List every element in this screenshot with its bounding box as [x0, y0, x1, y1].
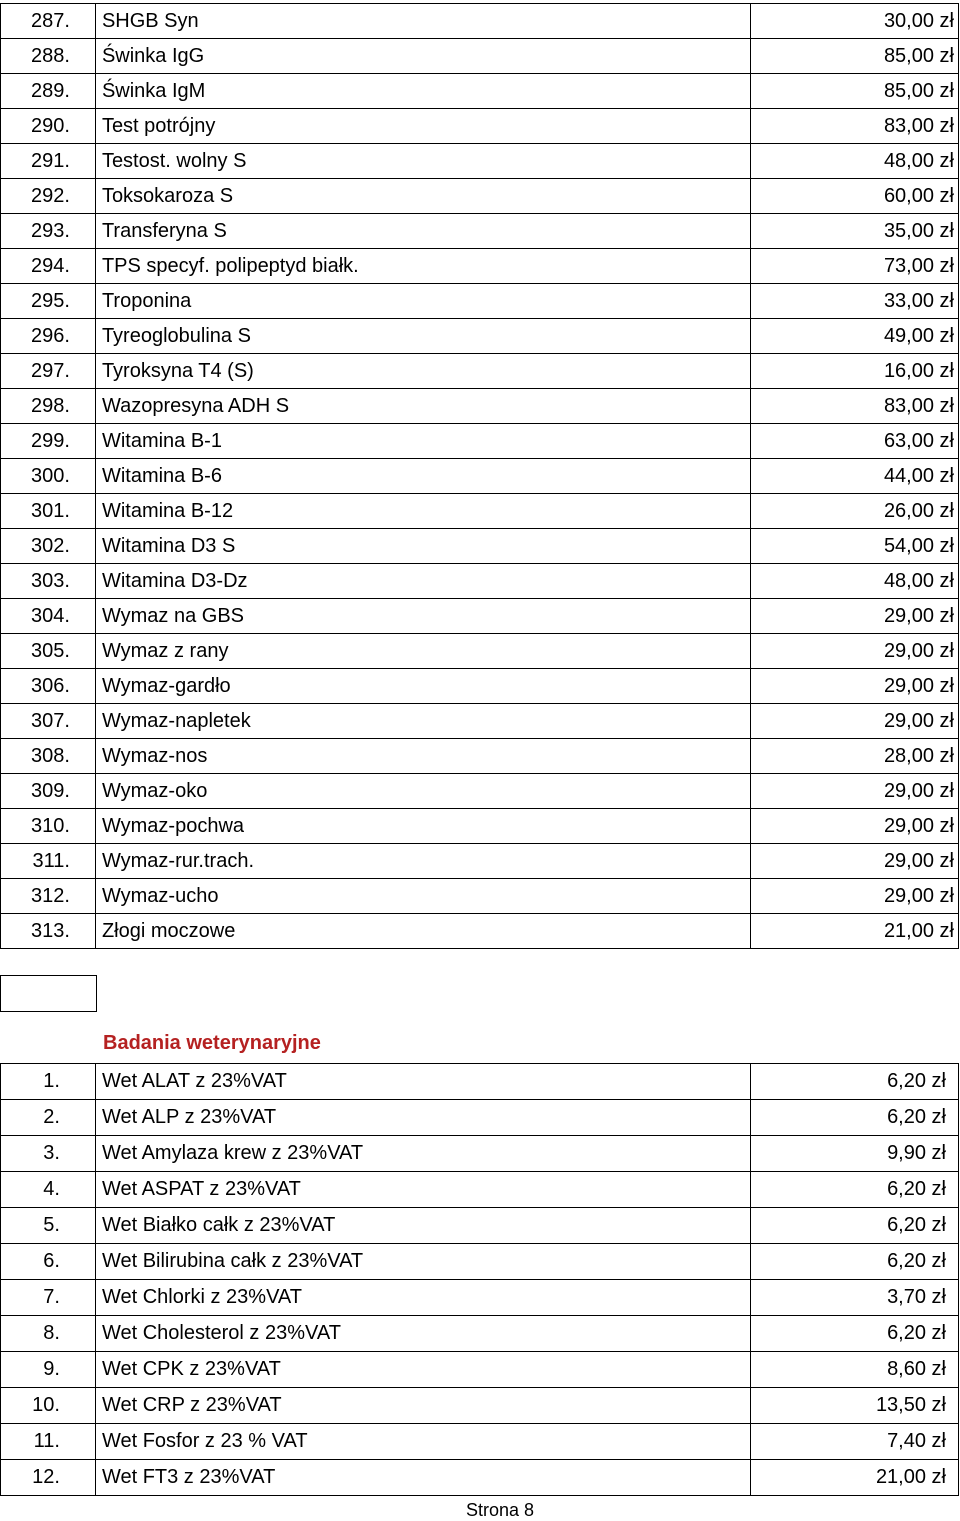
test-name: Wymaz z rany [95, 634, 750, 669]
test-price: 48,00 zł [751, 564, 959, 599]
test-price: 6,20 zł [751, 1100, 959, 1136]
test-price: 29,00 zł [751, 844, 959, 879]
row-number: 300. [1, 459, 96, 494]
row-number: 302. [1, 529, 96, 564]
table-row [1, 529, 959, 564]
test-name: Witamina D3 S [95, 529, 750, 564]
test-name: Wet Amylaza krew z 23%VAT [95, 1136, 750, 1172]
row-number: 2. [1, 1100, 96, 1136]
row-number: 293. [1, 214, 96, 249]
test-name: Toksokaroza S [95, 179, 750, 214]
table-row [1, 1244, 959, 1280]
test-name: Wymaz-ucho [95, 879, 750, 914]
test-price: 29,00 zł [751, 599, 959, 634]
test-price: 48,00 zł [751, 144, 959, 179]
row-number: 9. [1, 1352, 96, 1388]
table-row [1, 1316, 959, 1352]
table-row [1, 319, 959, 354]
table-row [1, 1424, 959, 1460]
test-price: 29,00 zł [751, 669, 959, 704]
test-name: Testost. wolny S [95, 144, 750, 179]
row-number: 296. [1, 319, 96, 354]
table-row [1, 809, 959, 844]
section-title: Badania weterynaryjne [103, 1032, 321, 1054]
test-name: Wazopresyna ADH S [95, 389, 750, 424]
test-price: 83,00 zł [751, 109, 959, 144]
table-row [1, 39, 959, 74]
price-table-main [0, 3, 959, 949]
table-row [1, 424, 959, 459]
table-row [1, 879, 959, 914]
test-name: Złogi moczowe [95, 914, 750, 949]
row-number: 5. [1, 1208, 96, 1244]
test-name: Tyroksyna T4 (S) [95, 354, 750, 389]
row-number: 3. [1, 1136, 96, 1172]
row-number: 292. [1, 179, 96, 214]
test-price: 35,00 zł [751, 214, 959, 249]
table-row [1, 144, 959, 179]
row-number: 299. [1, 424, 96, 459]
row-number: 12. [1, 1460, 96, 1496]
test-price: 85,00 zł [751, 74, 959, 109]
row-number: 288. [1, 39, 96, 74]
row-number: 298. [1, 389, 96, 424]
test-price: 3,70 zł [751, 1280, 959, 1316]
row-number: 304. [1, 599, 96, 634]
row-number: 301. [1, 494, 96, 529]
row-number: 310. [1, 809, 96, 844]
test-price: 54,00 zł [751, 529, 959, 564]
test-price: 44,00 zł [751, 459, 959, 494]
table-row [1, 494, 959, 529]
table-row [1, 1352, 959, 1388]
test-price: 21,00 zł [751, 914, 959, 949]
test-price: 73,00 zł [751, 249, 959, 284]
test-price: 6,20 zł [751, 1208, 959, 1244]
row-number: 295. [1, 284, 96, 319]
test-name: Świnka IgM [95, 74, 750, 109]
row-number: 1. [1, 1064, 96, 1100]
row-number: 289. [1, 74, 96, 109]
table-row [1, 74, 959, 109]
empty-cell [97, 976, 960, 1012]
row-number: 294. [1, 249, 96, 284]
test-price: 9,90 zł [751, 1136, 959, 1172]
test-name: Świnka IgG [95, 39, 750, 74]
table-row [1, 634, 959, 669]
table-row [1, 704, 959, 739]
test-price: 29,00 zł [751, 634, 959, 669]
test-price: 33,00 zł [751, 284, 959, 319]
test-name: Troponina [95, 284, 750, 319]
row-number: 308. [1, 739, 96, 774]
test-name: Witamina D3-Dz [95, 564, 750, 599]
table-row [1, 774, 959, 809]
test-price: 6,20 zł [751, 1244, 959, 1280]
table-row [1, 109, 959, 144]
table-row [1, 1460, 959, 1496]
table-row [1, 1136, 959, 1172]
test-name: Wet CRP z 23%VAT [95, 1388, 750, 1424]
row-number: 303. [1, 564, 96, 599]
table-row [1, 914, 959, 949]
test-price: 6,20 zł [751, 1316, 959, 1352]
table-row [1, 354, 959, 389]
page-footer: Strona 8 [465, 1500, 535, 1520]
test-name: Witamina B-6 [95, 459, 750, 494]
test-name: Wet ALAT z 23%VAT [95, 1064, 750, 1100]
table-row [1, 1172, 959, 1208]
test-price: 29,00 zł [751, 809, 959, 844]
row-number: 307. [1, 704, 96, 739]
test-name: Wymaz-nos [95, 739, 750, 774]
table-row [1, 1388, 959, 1424]
table-row [1, 459, 959, 494]
row-number: 313. [1, 914, 96, 949]
row-number: 305. [1, 634, 96, 669]
test-price: 60,00 zł [751, 179, 959, 214]
row-number: 312. [1, 879, 96, 914]
row-number: 6. [1, 1244, 96, 1280]
row-number: 297. [1, 354, 96, 389]
test-price: 63,00 zł [751, 424, 959, 459]
table-row [1, 389, 959, 424]
test-name: Witamina B-1 [95, 424, 750, 459]
test-name: Tyreoglobulina S [95, 319, 750, 354]
table-row [1, 599, 959, 634]
test-name: Witamina B-12 [95, 494, 750, 529]
test-price: 13,50 zł [751, 1388, 959, 1424]
test-name: SHGB Syn [95, 4, 750, 39]
table-row [1, 739, 959, 774]
table-row [1, 249, 959, 284]
empty-cell [1, 976, 97, 1012]
empty-row [0, 975, 959, 1012]
table-row [1, 1280, 959, 1316]
test-price: 29,00 zł [751, 774, 959, 809]
test-price: 85,00 zł [751, 39, 959, 74]
row-number: 311. [1, 844, 96, 879]
row-number: 4. [1, 1172, 96, 1208]
test-name: Wymaz-rur.trach. [95, 844, 750, 879]
test-price: 30,00 zł [751, 4, 959, 39]
test-name: Wymaz-gardło [95, 669, 750, 704]
test-name: Wet Bilirubina całk z 23%VAT [95, 1244, 750, 1280]
table-row [1, 1064, 959, 1100]
table-row [1, 284, 959, 319]
test-price: 6,20 zł [751, 1064, 959, 1100]
row-number: 306. [1, 669, 96, 704]
test-name: Wet FT3 z 23%VAT [95, 1460, 750, 1496]
table-row [1, 1208, 959, 1244]
test-price: 7,40 zł [751, 1424, 959, 1460]
row-number: 8. [1, 1316, 96, 1352]
table-row [1, 4, 959, 39]
test-name: Wet CPK z 23%VAT [95, 1352, 750, 1388]
test-price: 26,00 zł [751, 494, 959, 529]
test-name: Wymaz-oko [95, 774, 750, 809]
test-name: Transferyna S [95, 214, 750, 249]
test-price: 29,00 zł [751, 704, 959, 739]
test-name: Wymaz-pochwa [95, 809, 750, 844]
test-price: 8,60 zł [751, 1352, 959, 1388]
test-name: Test potrójny [95, 109, 750, 144]
test-price: 29,00 zł [751, 879, 959, 914]
test-price: 28,00 zł [751, 739, 959, 774]
table-row [1, 844, 959, 879]
price-table-vet [0, 1063, 959, 1496]
test-name: TPS specyf. polipeptyd białk. [95, 249, 750, 284]
test-price: 21,00 zł [751, 1460, 959, 1496]
test-price: 83,00 zł [751, 389, 959, 424]
row-number: 309. [1, 774, 96, 809]
test-name: Wet Fosfor z 23 % VAT [95, 1424, 750, 1460]
row-number: 291. [1, 144, 96, 179]
table-row [1, 669, 959, 704]
row-number: 10. [1, 1388, 96, 1424]
test-name: Wymaz na GBS [95, 599, 750, 634]
table-row [1, 214, 959, 249]
test-name: Wet Chlorki z 23%VAT [95, 1280, 750, 1316]
row-number: 11. [1, 1424, 96, 1460]
test-name: Wet ALP z 23%VAT [95, 1100, 750, 1136]
test-price: 49,00 zł [751, 319, 959, 354]
row-number: 7. [1, 1280, 96, 1316]
row-number: 287. [1, 4, 96, 39]
test-name: Wet ASPAT z 23%VAT [95, 1172, 750, 1208]
test-price: 6,20 zł [751, 1172, 959, 1208]
test-name: Wymaz-napletek [95, 704, 750, 739]
table-row [1, 179, 959, 214]
test-name: Wet Cholesterol z 23%VAT [95, 1316, 750, 1352]
test-price: 16,00 zł [751, 354, 959, 389]
test-name: Wet Białko całk z 23%VAT [95, 1208, 750, 1244]
row-number: 290. [1, 109, 96, 144]
table-row [1, 1100, 959, 1136]
table-row [1, 564, 959, 599]
